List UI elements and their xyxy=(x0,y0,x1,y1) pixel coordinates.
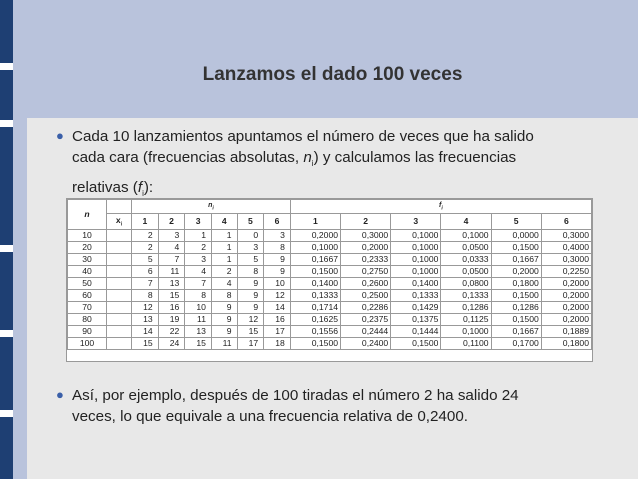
header-face-ni: 2 xyxy=(158,214,185,230)
cell-empty xyxy=(107,313,132,325)
cell-fi: 0,0000 xyxy=(491,229,541,241)
cell-n: 70 xyxy=(68,301,107,313)
cell-ni: 8 xyxy=(185,289,212,301)
header-face-ni: 3 xyxy=(185,214,212,230)
cell-ni: 9 xyxy=(264,265,291,277)
cell-ni: 16 xyxy=(158,301,185,313)
cell-ni: 9 xyxy=(237,301,264,313)
left-accent-strip xyxy=(0,0,13,479)
cell-fi: 0,2750 xyxy=(341,265,391,277)
bullet-text: cada cara (frecuencias absolutas, xyxy=(72,149,304,166)
cell-empty xyxy=(107,253,132,265)
table-faces-row xyxy=(68,214,592,230)
header-fi: $f_i$ xyxy=(290,200,591,214)
bullet-line: Así, por ejemplo, después de 100 tiradas el número 2 ha salido 24 xyxy=(72,387,519,404)
cell-fi: 0,1625 xyxy=(290,313,340,325)
cell-ni: 9 xyxy=(237,277,264,289)
cell-ni: 2 xyxy=(132,241,159,253)
slide-header xyxy=(27,0,638,118)
cell-fi: 0,2375 xyxy=(341,313,391,325)
cell-fi: 0,1333 xyxy=(391,289,441,301)
cell-fi: 0,1500 xyxy=(491,241,541,253)
cell-ni: 9 xyxy=(211,325,237,337)
cell-ni: 2 xyxy=(185,241,212,253)
cell-ni: 19 xyxy=(158,313,185,325)
cell-ni: 3 xyxy=(264,229,291,241)
cell-empty xyxy=(107,241,132,253)
cell-ni: 1 xyxy=(211,241,237,253)
table-row xyxy=(68,289,592,301)
cell-ni: 24 xyxy=(158,337,185,349)
cell-ni: 13 xyxy=(158,277,185,289)
cell-fi: 0,1286 xyxy=(441,301,491,313)
cell-ni: 11 xyxy=(211,337,237,349)
cell-fi: 0,1667 xyxy=(491,253,541,265)
cell-fi: 0,1286 xyxy=(491,301,541,313)
cell-ni: 9 xyxy=(264,253,291,265)
cell-ni: 5 xyxy=(237,253,264,265)
cell-fi: 0,2000 xyxy=(541,277,591,289)
cell-fi: 0,3000 xyxy=(541,229,591,241)
cell-ni: 12 xyxy=(132,301,159,313)
cell-ni: 12 xyxy=(237,313,264,325)
cell-ni: 8 xyxy=(264,241,291,253)
cell-empty xyxy=(107,277,132,289)
cell-fi: 0,1375 xyxy=(391,313,441,325)
header-face-fi: 2 xyxy=(341,214,391,230)
cell-ni: 5 xyxy=(132,253,159,265)
cell-empty xyxy=(107,325,132,337)
cell-ni: 1 xyxy=(211,253,237,265)
cell-ni: 14 xyxy=(264,301,291,313)
cell-fi: 0,1000 xyxy=(391,241,441,253)
cell-empty xyxy=(107,229,132,241)
cell-ni: 1 xyxy=(211,229,237,241)
bullet-intro xyxy=(56,126,592,204)
cell-fi: 0,2444 xyxy=(341,325,391,337)
cell-n: 10 xyxy=(68,229,107,241)
cell-n: 30 xyxy=(68,253,107,265)
cell-ni: 9 xyxy=(211,301,237,313)
header-face-fi: 6 xyxy=(541,214,591,230)
cell-empty xyxy=(107,289,132,301)
header-face-ni: 6 xyxy=(264,214,291,230)
table-row xyxy=(68,301,592,313)
bullet-dot-icon: ● xyxy=(56,387,64,402)
cell-fi: 0,1000 xyxy=(441,229,491,241)
cell-ni: 10 xyxy=(264,277,291,289)
cell-ni: 7 xyxy=(132,277,159,289)
slide-title: Lanzamos el dado 100 veces xyxy=(202,64,463,85)
header-face-ni: 4 xyxy=(211,214,237,230)
cell-ni: 3 xyxy=(237,241,264,253)
cell-fi: 0,2400 xyxy=(341,337,391,349)
n-subscript: i xyxy=(311,159,314,169)
cell-fi: 0,1333 xyxy=(290,289,340,301)
cell-fi: 0,1500 xyxy=(290,337,340,349)
cell-fi: 0,1500 xyxy=(491,313,541,325)
cell-fi: 0,1000 xyxy=(391,253,441,265)
n-symbol: n xyxy=(303,149,312,166)
cell-fi: 0,1700 xyxy=(491,337,541,349)
cell-ni: 2 xyxy=(211,265,237,277)
left-pale-strip xyxy=(13,0,27,479)
cell-fi: 0,1500 xyxy=(290,265,340,277)
cell-n: 100 xyxy=(68,337,107,349)
cell-ni: 18 xyxy=(264,337,291,349)
header-face-fi: 4 xyxy=(441,214,491,230)
cell-fi: 0,1500 xyxy=(391,337,441,349)
cell-ni: 10 xyxy=(185,301,212,313)
cell-fi: 0,1800 xyxy=(541,337,591,349)
header-ni: $n_i$ xyxy=(132,200,291,214)
cell-ni: 15 xyxy=(132,337,159,349)
table-row xyxy=(68,277,592,289)
f-symbol: f xyxy=(137,179,143,197)
cell-fi: 0,1889 xyxy=(541,325,591,337)
cell-fi: 0,1714 xyxy=(290,301,340,313)
cell-fi: 0,1444 xyxy=(391,325,441,337)
frequency-table xyxy=(66,198,593,362)
f-subscript: i xyxy=(142,189,144,199)
cell-ni: 6 xyxy=(132,265,159,277)
cell-ni: 8 xyxy=(132,289,159,301)
table-row xyxy=(68,337,592,349)
cell-ni: 4 xyxy=(185,265,212,277)
cell-fi: 0,1400 xyxy=(391,277,441,289)
cell-fi: 0,1800 xyxy=(491,277,541,289)
cell-ni: 9 xyxy=(237,289,264,301)
table-row xyxy=(68,241,592,253)
cell-fi: 0,1400 xyxy=(290,277,340,289)
cell-ni: 9 xyxy=(211,313,237,325)
header-face-ni: 5 xyxy=(237,214,264,230)
table-row xyxy=(68,229,592,241)
cell-n: 80 xyxy=(68,313,107,325)
cell-fi: 0,2600 xyxy=(341,277,391,289)
cell-ni: 17 xyxy=(237,337,264,349)
table-row xyxy=(68,325,592,337)
bullet-example xyxy=(56,385,592,427)
cell-n: 50 xyxy=(68,277,107,289)
cell-ni: 4 xyxy=(211,277,237,289)
cell-fi: 0,0800 xyxy=(441,277,491,289)
cell-n: 40 xyxy=(68,265,107,277)
table-row xyxy=(68,265,592,277)
cell-ni: 3 xyxy=(158,229,185,241)
cell-fi: 0,3000 xyxy=(541,253,591,265)
bullet-dot-icon: ● xyxy=(56,128,64,143)
cell-fi: 0,1000 xyxy=(290,241,340,253)
cell-ni: 16 xyxy=(264,313,291,325)
cell-ni: 11 xyxy=(185,313,212,325)
cell-n: 60 xyxy=(68,289,107,301)
cell-fi: 0,2250 xyxy=(541,265,591,277)
cell-ni: 15 xyxy=(185,337,212,349)
cell-fi: 0,3000 xyxy=(341,229,391,241)
header-face-fi: 1 xyxy=(290,214,340,230)
bullet-text: relativas ( xyxy=(72,179,138,197)
cell-fi: 0,2000 xyxy=(541,289,591,301)
cell-ni: 15 xyxy=(158,289,185,301)
cell-ni: 12 xyxy=(264,289,291,301)
cell-empty xyxy=(107,265,132,277)
table-row xyxy=(68,253,592,265)
cell-fi: 0,1333 xyxy=(441,289,491,301)
header-n: n xyxy=(68,200,107,230)
cell-ni: 13 xyxy=(132,313,159,325)
bullet-text: ) y calculamos las frecuencias xyxy=(313,149,517,166)
cell-fi: 0,1000 xyxy=(441,325,491,337)
cell-ni: 7 xyxy=(158,253,185,265)
cell-empty xyxy=(107,301,132,313)
bullet-text: ): xyxy=(143,179,154,197)
cell-n: 90 xyxy=(68,325,107,337)
cell-n: 20 xyxy=(68,241,107,253)
cell-ni: 17 xyxy=(264,325,291,337)
table-row xyxy=(68,313,592,325)
cell-fi: 0,1429 xyxy=(391,301,441,313)
cell-fi: 0,2000 xyxy=(341,241,391,253)
cell-ni: 14 xyxy=(132,325,159,337)
cell-ni: 2 xyxy=(132,229,159,241)
cell-fi: 0,2000 xyxy=(290,229,340,241)
cell-ni: 3 xyxy=(185,253,212,265)
cell-fi: 0,1667 xyxy=(491,325,541,337)
header-face-ni: 1 xyxy=(132,214,159,230)
header-empty xyxy=(107,200,132,214)
header-face-fi: 3 xyxy=(391,214,441,230)
cell-ni: 15 xyxy=(237,325,264,337)
table-header-row xyxy=(68,200,592,214)
cell-fi: 0,1100 xyxy=(441,337,491,349)
cell-fi: 0,1000 xyxy=(391,229,441,241)
cell-fi: 0,2000 xyxy=(541,301,591,313)
cell-fi: 0,1500 xyxy=(491,289,541,301)
cell-ni: 1 xyxy=(185,229,212,241)
cell-fi: 0,2500 xyxy=(341,289,391,301)
cell-ni: 13 xyxy=(185,325,212,337)
bullet-line xyxy=(72,147,592,174)
cell-ni: 7 xyxy=(185,277,212,289)
bullet-line: veces, lo que equivale a una frecuencia relativa de 0,2400. xyxy=(72,408,468,425)
bullet-line: Cada 10 lanzamientos apuntamos el número de veces que ha salido xyxy=(72,128,534,145)
cell-fi: 0,0500 xyxy=(441,265,491,277)
cell-fi: 0,2000 xyxy=(491,265,541,277)
cell-fi: 0,2000 xyxy=(541,313,591,325)
cell-fi: 0,0500 xyxy=(441,241,491,253)
cell-empty xyxy=(107,337,132,349)
cell-fi: 0,2333 xyxy=(341,253,391,265)
cell-ni: 8 xyxy=(211,289,237,301)
cell-fi: 0,1556 xyxy=(290,325,340,337)
cell-fi: 0,1667 xyxy=(290,253,340,265)
cell-ni: 4 xyxy=(158,241,185,253)
cell-ni: 22 xyxy=(158,325,185,337)
cell-fi: 0,1125 xyxy=(441,313,491,325)
header-face-fi: 5 xyxy=(491,214,541,230)
cell-fi: 0,1000 xyxy=(391,265,441,277)
cell-ni: 8 xyxy=(237,265,264,277)
cell-fi: 0,0333 xyxy=(441,253,491,265)
cell-fi: 0,2286 xyxy=(341,301,391,313)
cell-ni: 11 xyxy=(158,265,185,277)
header-xi: $x_i$ xyxy=(107,214,132,230)
cell-ni: 0 xyxy=(237,229,264,241)
cell-fi: 0,4000 xyxy=(541,241,591,253)
